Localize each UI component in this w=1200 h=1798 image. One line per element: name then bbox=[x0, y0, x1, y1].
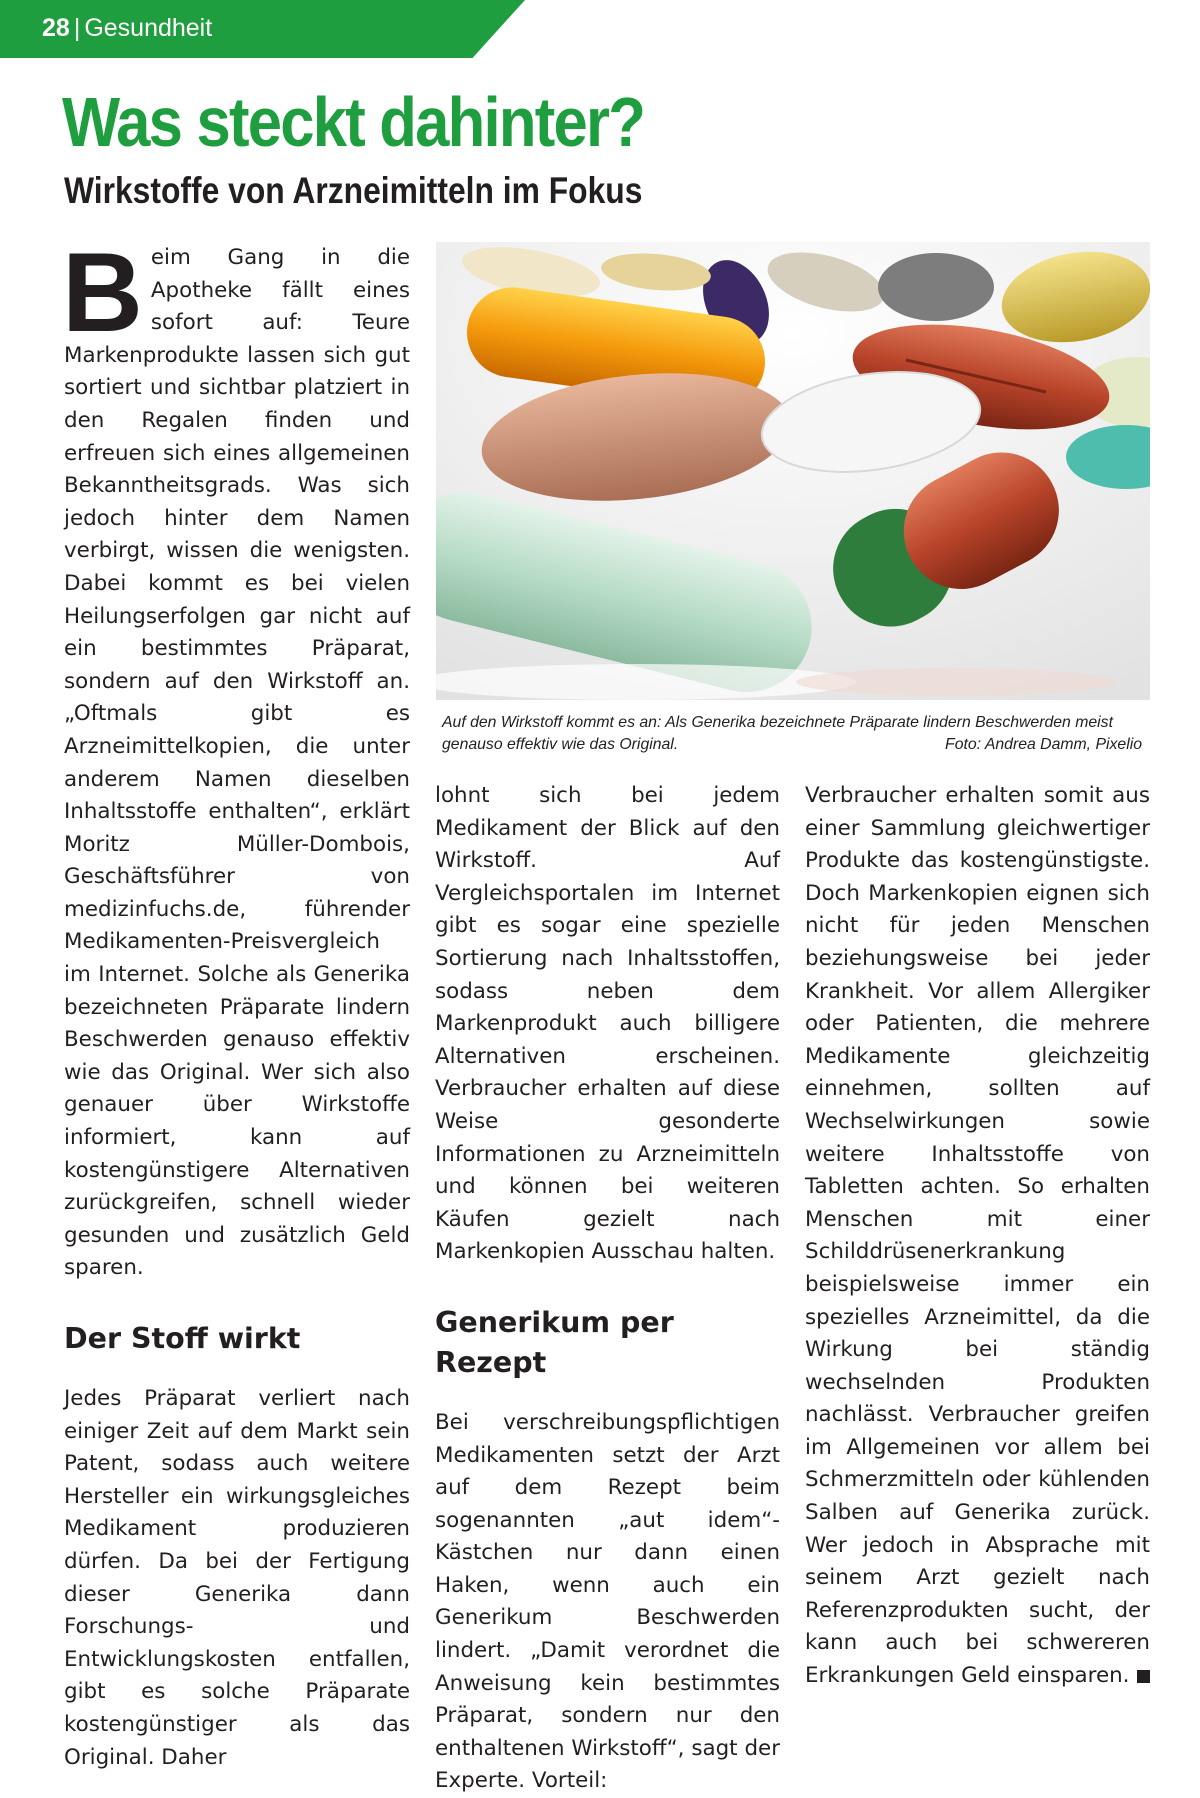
section1-paragraph-part2: lohnt sich bei jedem Medikament der Blick auf den Wirkstoff. Auf Vergleichsportalen im Internet gibt es sogar eine spezielle Sortierung nach Inhaltsstoffen, sodass neben dem Markenprodukt auch billigere Alternativen erscheinen. Verbraucher erhalten auf diese Weise gesonderte Informationen zu Arzneimitteln und können bei weiteren Käufen gezielt nach Markenkopien Ausschau halten. bbox=[435, 783, 780, 1265]
article-title: Was steckt dahinter? bbox=[62, 83, 645, 161]
photo-caption bbox=[442, 712, 1142, 756]
drop-cap: B bbox=[62, 230, 143, 355]
header-separator: | bbox=[73, 14, 81, 42]
column-1 bbox=[62, 230, 410, 1774]
section2-text: Verbraucher erhalten somit aus einer Sammlung gleichwertiger Produkte das kostengünstigste. Doch Markenkopien eignen sich nicht für jeden Menschen beziehungsweise bei jeder Krankheit. Vor allem Allergiker oder Patienten, die mehrere Medikamente gleichzeitig einnehmen, sollten auf Wechselwirkungen sowie weitere Inhaltsstoffe von Tabletten achten. So erhalten Menschen mit einer Schilddrüsenerkrankung beispielsweise immer ein spezielles Arzneimittel, da die Wirkung bei ständig wechselnden Produkten nachlässt. Verbraucher greifen im Allgemeinen vor allem bei Schmerzmitteln oder kühlenden Salben auf Generika zurück. Wer jedoch in Absprache mit seinem Arzt gezielt nach Referenzprodukten sucht, der kann auch bei schwereren Erkrankungen Geld einsparen. bbox=[805, 783, 1150, 1689]
section-heading-der-stoff-wirkt: Der Stoff wirkt bbox=[64, 1322, 301, 1355]
page-number: 28 bbox=[42, 14, 70, 42]
intro-paragraph bbox=[62, 230, 410, 1285]
section-heading-generikum-per-rezept: Generikum per Rezept bbox=[435, 1305, 674, 1379]
section1-paragraph-part1: Jedes Präparat verliert nach einiger Zeit auf dem Markt sein Patent, sodass auch weitere Hersteller ein wirkungsgleiches Medikament produzieren dürfen. Da bei der Fertigung dieser Generika dann Forschungs- und Entwicklungskosten entfallen, gibt es solche Präparate kostengünstiger als das Original. Daher bbox=[64, 1386, 410, 1770]
section2-paragraph-part2 bbox=[805, 780, 1150, 1693]
column-3 bbox=[805, 780, 1150, 1693]
end-mark-icon bbox=[1137, 1670, 1150, 1683]
section2-paragraph-part1: Bei verschreibungspflichtigen Medikamenten setzt der Arzt auf dem Rezept beim sogenannten „aut idem“-Kästchen nur dann einen Haken, wenn auch ein Generikum Beschwerden lindert. „Damit verordnet die Anweisung kein bestimmtes Präparat, sondern nur den enthaltenen Wirkstoff“, sagt der Experte. Vorteil: bbox=[435, 1409, 780, 1794]
pills-illustration bbox=[436, 242, 1150, 700]
column-2 bbox=[435, 780, 780, 1798]
pills-photo bbox=[436, 242, 1150, 700]
intro-text: eim Gang in die Apotheke fällt eines sofort auf: Teure Markenprodukte lassen sich gut sortiert und sichtbar platziert in den Regalen finden und erfreuen sich eines allgemeinen Bekanntheitsgrads. Was sich jedoch hinter dem Namen verbirgt, wissen die wenigsten. Dabei kommt es bei vielen Heilungserfolgen gar nicht auf ein bestimmtes Präparat, sondern auf den Wirkstoff an. „Oftmals gibt es Arzneimittelkopien, die unter anderem Namen dieselben Inhaltsstoffe enthalten“, erklärt Moritz Müller-Dombois, Geschäftsführer von medizinfuchs.de, führender Medikamenten-Preisvergleich im Internet. Solche als Generika bezeichneten Präparate lindern Beschwerden genauso effektiv wie das Original. Wer sich also genauer über Wirkstoffe informiert, kann auf kostengünstigere Alternativen zurückgreifen, schnell wieder gesunden und zusätzlich Geld sparen. bbox=[64, 245, 410, 1281]
page-header bbox=[42, 14, 212, 43]
section-name: Gesundheit bbox=[84, 14, 213, 42]
caption-text: Auf den Wirkstoff kommt es an: Als Generika bezeichnete Präparate lindern Beschwerden meist genauso effektiv wie das Original. bbox=[442, 714, 1113, 753]
article-subtitle: Wirkstoffe von Arzneimitteln im Fokus bbox=[64, 170, 643, 211]
photo-credit: Foto: Andrea Damm, Pixelio bbox=[945, 736, 1142, 753]
